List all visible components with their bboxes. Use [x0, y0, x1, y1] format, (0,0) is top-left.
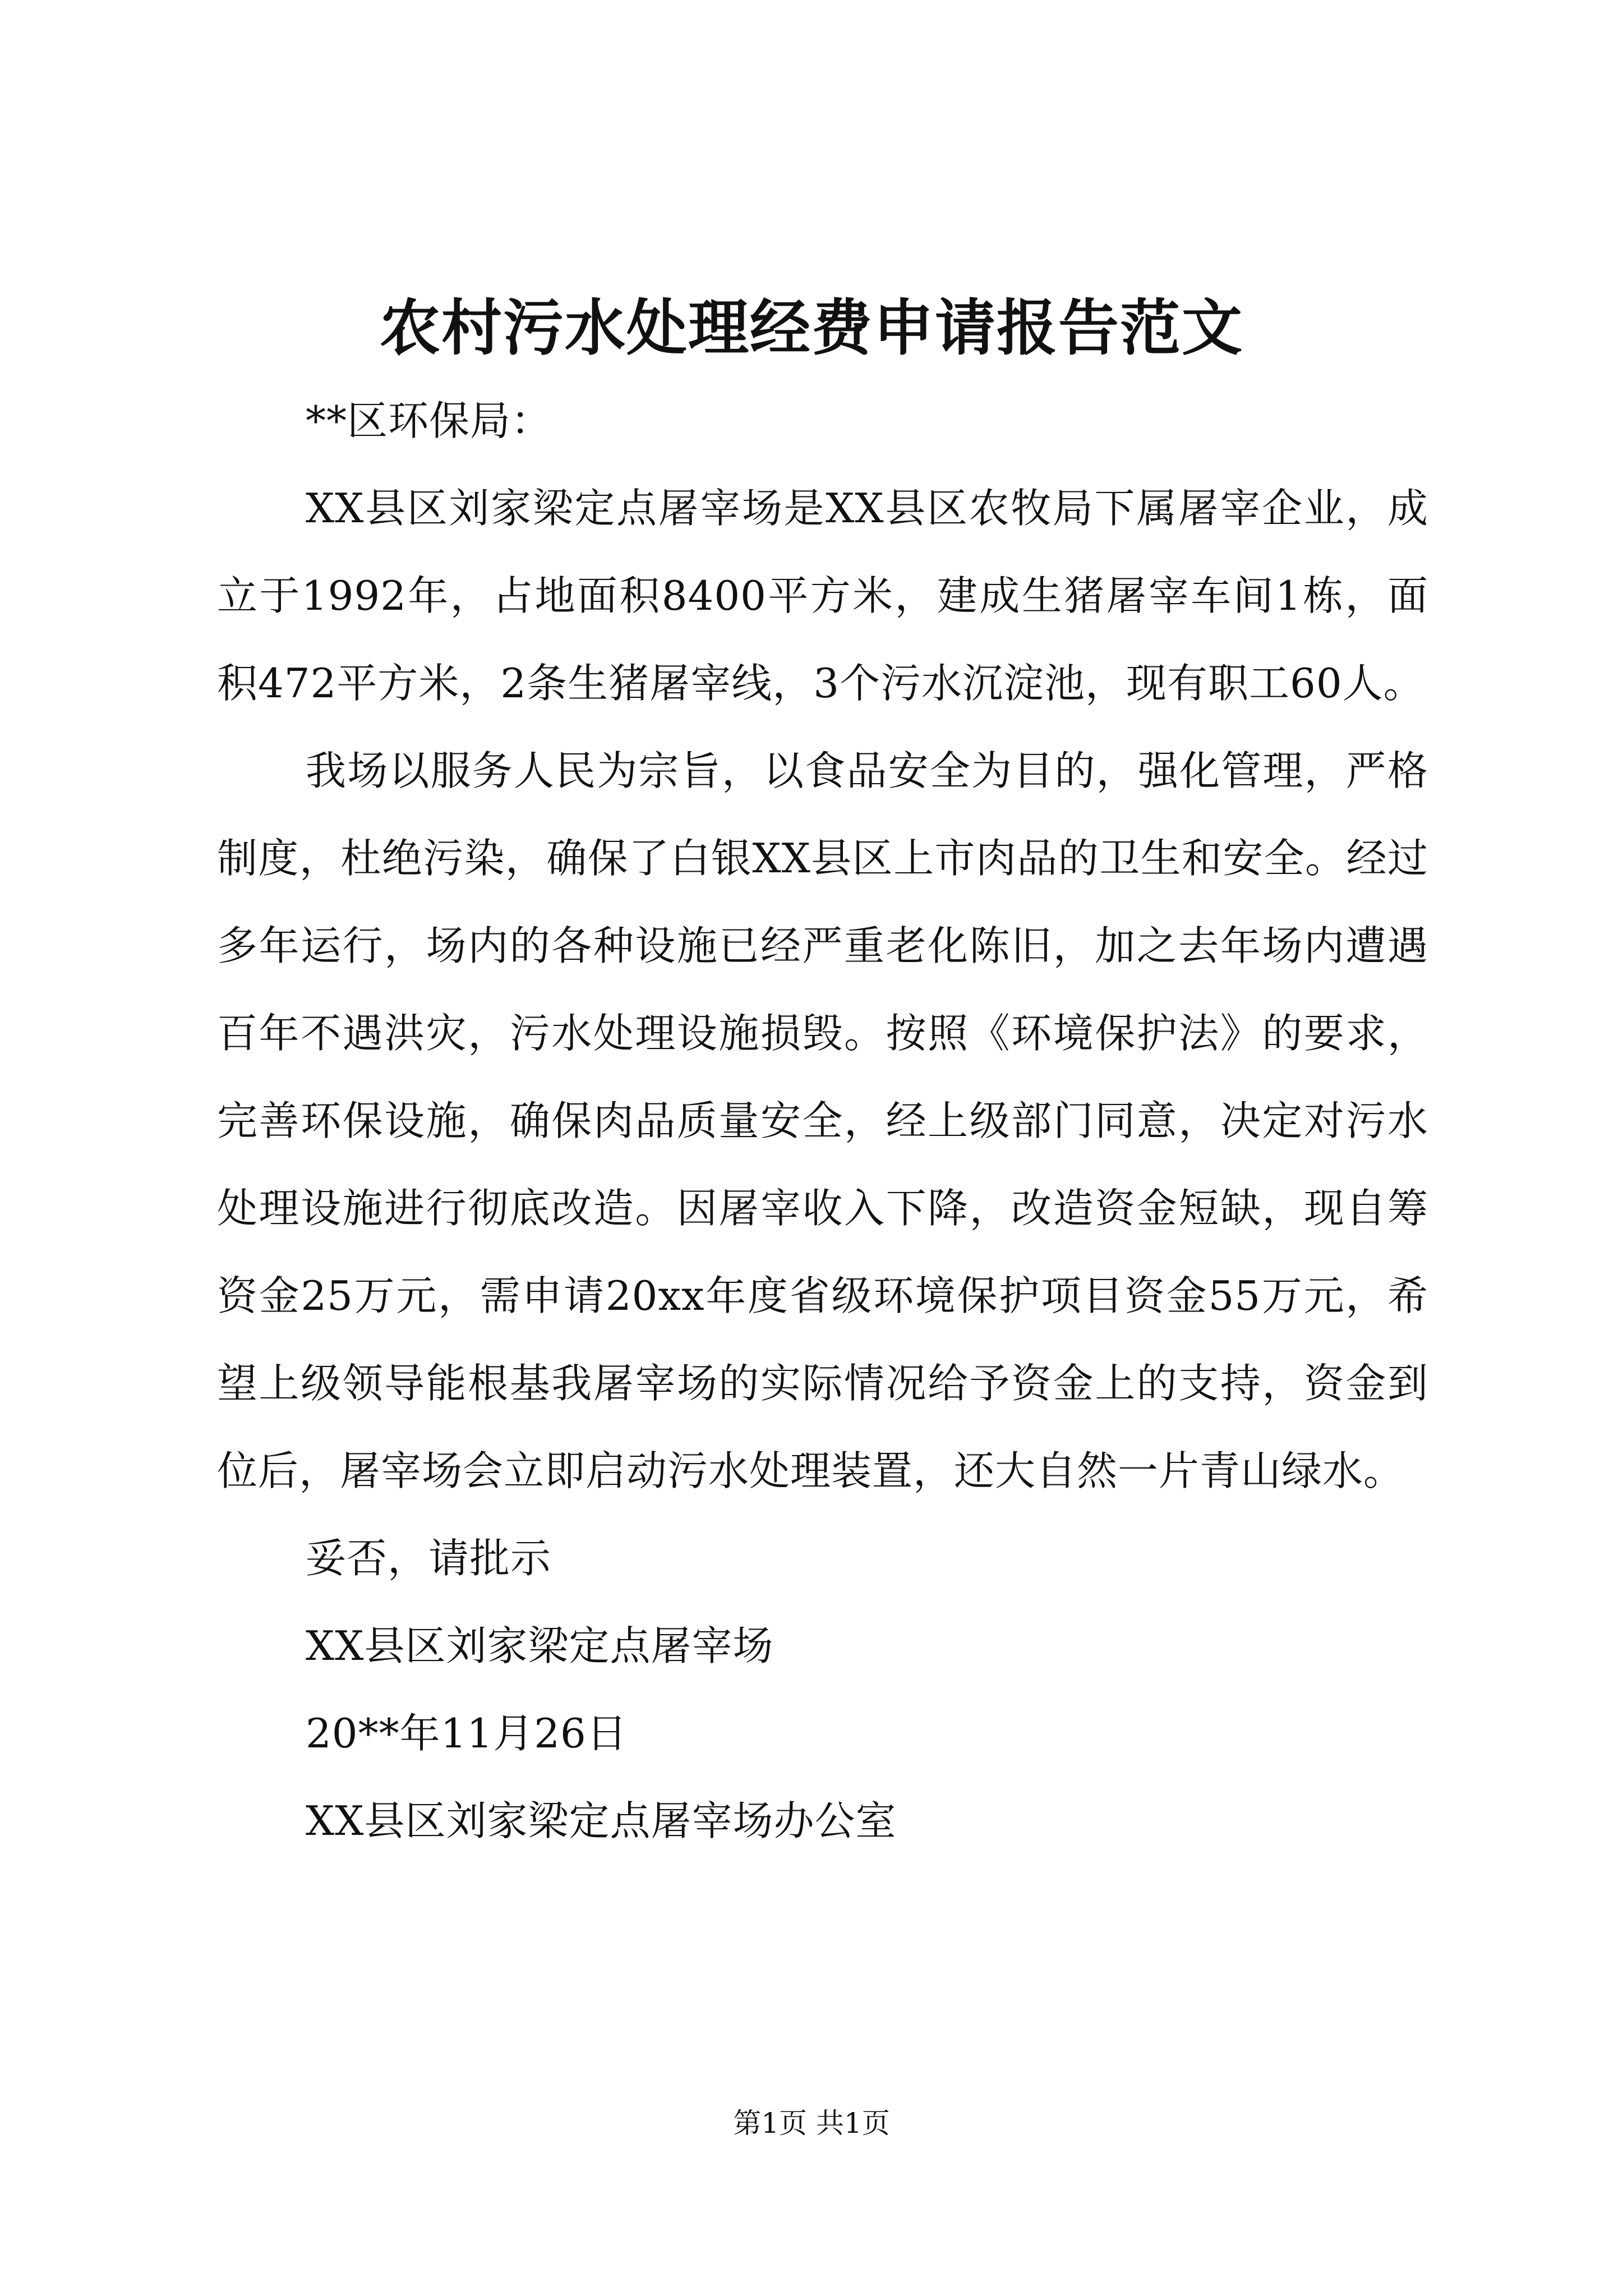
signature: XX县区刘家梁定点屠宰场 — [306, 1622, 774, 1669]
salutation: **区环保局： — [306, 397, 552, 444]
paragraph-request: 我场以服务人民为宗旨，以食品安全为目的，强化管理，严格制度，杜绝污染，确保了白银XX县区上市肉品的卫生和安全。经过多年运行，场内的各种设施已经严重老化陈旧，加之去年场内遭遇百年不遇洪灾，污水处理设施损毁。按照《环境保护法》的要求，完善环保设施，确保肉品质量安全，经上级部门同意，决定对污水处理设施进行彻底改造。因屠宰收入下降，改造资金短缺，现自筹资金25万元，需申请20xx年度省级环境保护项目资金55万元，希望上级领导能根基我屠宰场的实际情况给予资金上的支持，资金到位后，屠宰场会立即启动污水处理装置，还大自然一片青山绿水。 — [217, 747, 1428, 1494]
paragraph-intro: XX县区刘家梁定点屠宰场是XX县区农牧局下属屠宰企业，成立于1992年，占地面积8400平方米，建成生猪屠宰车间1栋，面积472平方米，2条生猪屠宰线，3个污水沉淀池，现有职工60人。 — [217, 485, 1428, 707]
document-body — [217, 377, 1428, 1865]
office-line: XX县区刘家梁定点屠宰场办公室 — [306, 1797, 897, 1844]
date-line: 20**年11月26日 — [306, 1710, 628, 1757]
closing-line: 妥否，请批示 — [306, 1535, 552, 1582]
page-footer: 第1页 共1页 — [733, 2107, 890, 2139]
document-title: 农村污水处理经费申请报告范文 — [379, 293, 1243, 364]
